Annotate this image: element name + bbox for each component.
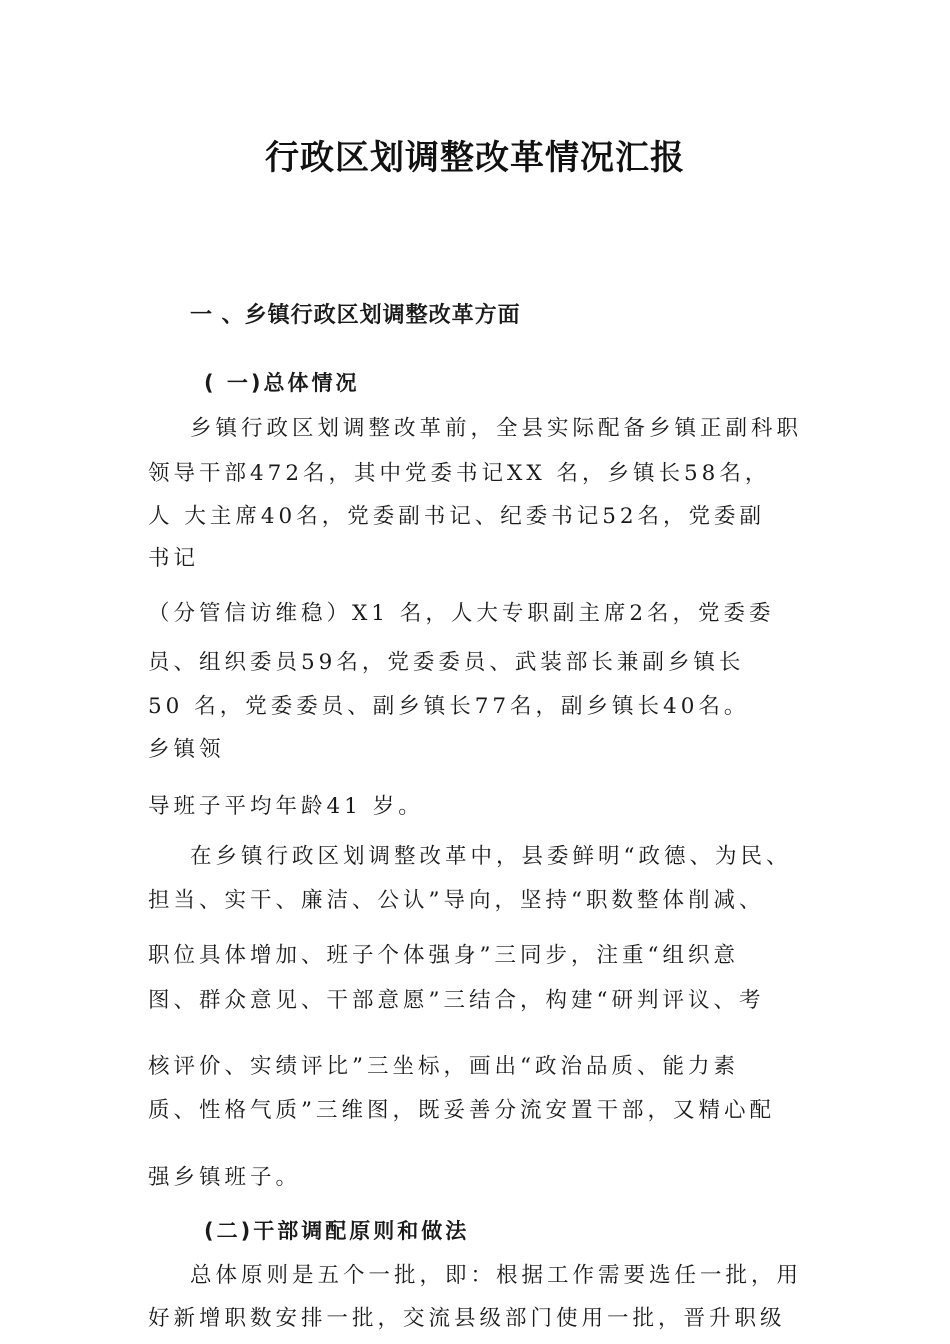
document-title: 行政区划调整改革情况汇报 xyxy=(265,138,685,178)
paragraph-line: 总体原则是五个一批，即：根据工作需要选任一批，用 xyxy=(190,1263,803,1288)
paragraph-line: 在乡镇行政区划调整改革中，县委鲜明“政德、为民、 xyxy=(190,844,792,869)
paragraph-line: 担当、实干、廉洁、公认”导向，坚持“职数整体削减、 xyxy=(148,888,765,913)
paragraph-line: 核评价、实绩评比”三坐标，画出“政治品质、能力素 xyxy=(148,1054,739,1079)
paragraph-line: 质、性格气质”三维图，既妥善分流安置干部，又精心配 xyxy=(148,1098,775,1123)
paragraph-line: 领导干部472名，其中党委书记XX 名，乡镇长58名， xyxy=(148,461,771,486)
paragraph-line: 强乡镇班子。 xyxy=(148,1165,302,1190)
paragraph-line: 员、组织委员59名，党委委员、武装部长兼副乡镇长 xyxy=(148,650,745,675)
paragraph-line: 导班子平均年龄41 岁。 xyxy=(148,794,424,819)
paragraph-line: 乡镇领 xyxy=(148,737,225,762)
paragraph-line: （分管信访维稳）X1 名，人大专职副主席2名，党委委 xyxy=(148,601,775,626)
paragraph-line: 人 大主席40名，党委副书记、纪委书记52名，党委副 xyxy=(148,504,766,529)
section-heading-1: 一 、乡镇行政区划调整改革方面 xyxy=(190,303,521,328)
paragraph-line: 图、群众意见、干部意愿”三结合，构建“研判评议、考 xyxy=(148,988,765,1013)
paragraph-line: 50 名，党委委员、副乡镇长77名，副乡镇长40名。 xyxy=(148,694,750,719)
subsection-heading-principles: (二)干部调配原则和做法 xyxy=(204,1219,470,1243)
paragraph-line: 乡镇行政区划调整改革前，全县实际配备乡镇正副科职 xyxy=(190,416,803,441)
paragraph-line: 职位具体增加、班子个体强身”三同步，注重“组织意 xyxy=(148,943,739,968)
paragraph-line: 书记 xyxy=(148,546,200,571)
subsection-heading-overall: ( 一)总体情况 xyxy=(204,371,360,395)
paragraph-line: 好新增职数安排一批，交流县级部门使用一批，晋升职级 xyxy=(148,1306,786,1331)
